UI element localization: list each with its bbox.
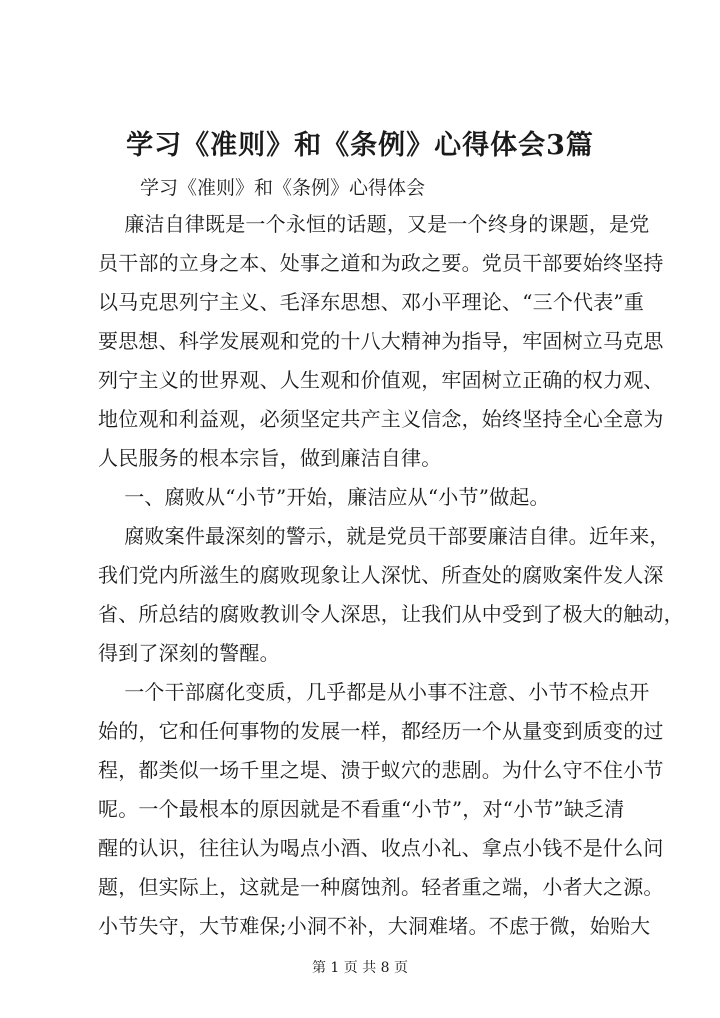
body-line: 始的，它和任何事物的发展一样，都经历一个从量变到质变的过	[98, 719, 664, 743]
body-line: 醒的认识，往往认为喝点小酒、收点小礼、拿点小钱不是什么问	[98, 836, 664, 860]
body-line: 一个干部腐化变质，几乎都是从小事不注意、小节不检点开	[98, 680, 650, 704]
body-line: 要思想、科学发展观和党的十八大精神为指导，牢固树立马克思	[98, 329, 664, 353]
page-number: 第 1 页 共 8 页	[311, 960, 409, 976]
body-line: 腐败案件最深刻的警示，就是党员干部要廉洁自律。近年来，	[98, 524, 670, 548]
body-line: 以马克思列宁主义、毛泽东思想、邓小平理论、“三个代表”重	[98, 290, 645, 314]
body-line: 程，都类似一场千里之堤、溃于蚁穴的悲剧。为什么守不住小节	[98, 758, 664, 782]
body-line: 地位观和利益观，必须坚定共产主义信念，始终坚持全心全意为	[98, 407, 664, 431]
body-line: 小节失守，大节难保;小洞不补，大洞难堵。不虑于微，始贻大	[98, 914, 651, 938]
body-line: 省、所总结的腐败教训令人深思，让我们从中受到了极大的触动，	[98, 602, 684, 626]
document-subtitle: 学习《准则》和《条例》心得体会	[140, 177, 426, 199]
body-line: 员干部的立身之本、处事之道和为政之要。党员干部要始终坚持	[98, 251, 664, 275]
body-line: 人民服务的根本宗旨，做到廉洁自律。	[98, 446, 442, 470]
body-line: 得到了深刻的警醒。	[98, 641, 280, 665]
body-line: 呢。一个最根本的原因就是不看重“小节”，对“小节”缺乏清	[98, 797, 625, 821]
section-heading: 一、腐败从“小节”开始，廉洁应从“小节”做起。	[98, 485, 550, 509]
body-line: 题，但实际上，这就是一种腐蚀剂。轻者重之端，小者大之源。	[98, 875, 664, 899]
body-line: 列宁主义的世界观、人生观和价值观，牢固树立正确的权力观、	[98, 368, 664, 392]
body-line: 我们党内所滋生的腐败现象让人深忧、所查处的腐败案件发人深	[98, 563, 664, 587]
document-title: 学习《准则》和《条例》心得体会3篇	[126, 130, 594, 161]
body-line: 廉洁自律既是一个永恒的话题，又是一个终身的课题，是党	[98, 212, 650, 236]
